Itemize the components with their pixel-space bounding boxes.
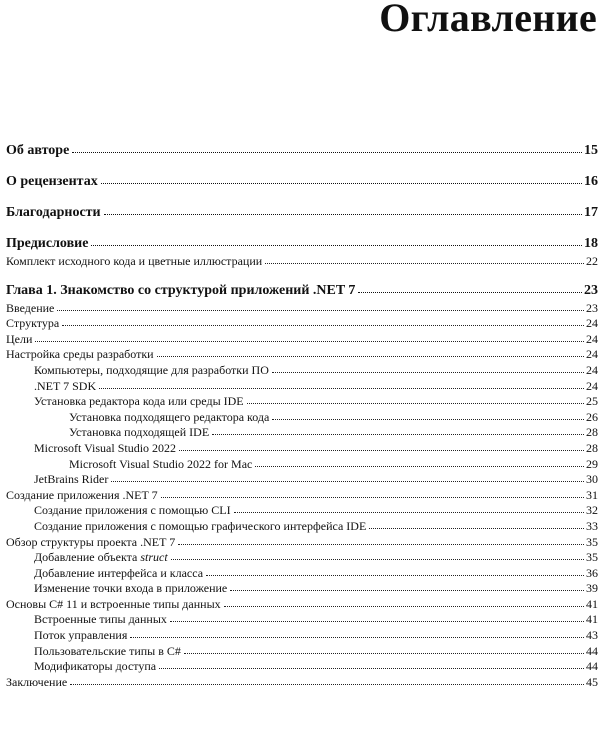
toc-entry-title: Комплект исходного кода и цветные иллюстрации	[6, 254, 263, 268]
toc-entry-title: Введение	[6, 300, 55, 315]
toc-leader-dots	[224, 596, 584, 607]
toc-leader-dots	[104, 204, 582, 215]
toc-page-number: 36	[586, 565, 598, 580]
toc-entry-title: Microsoft Visual Studio 2022 for Mac	[69, 456, 253, 471]
toc-entry-title: Изменение точки входа в приложение	[34, 581, 228, 596]
toc-entry-title: Добавление интерфейса и класса	[34, 565, 204, 580]
toc-entry-title: Создание приложения с помощью графического интерфейса IDE	[34, 518, 367, 533]
toc-page-number: 41	[586, 596, 598, 611]
toc-leader-dots	[206, 565, 584, 576]
toc-entry[interactable]	[6, 441, 598, 457]
toc-entry-title: Microsoft Visual Studio 2022	[34, 440, 177, 455]
toc-entry-title: Компьютеры, подходящие для разработки ПО	[34, 362, 269, 377]
toc-entry[interactable]	[6, 394, 598, 410]
toc-page-number: 30	[586, 472, 598, 487]
toc-leader-dots	[369, 518, 584, 529]
toc-entry-title: JetBrains Rider	[34, 472, 109, 487]
toc-entry[interactable]	[6, 503, 598, 519]
toc-entry[interactable]	[6, 488, 598, 504]
toc-entry-title: .NET 7 SDK	[34, 378, 97, 393]
toc-entry-title-italic: struct	[140, 550, 168, 565]
toc-entry[interactable]	[6, 332, 598, 348]
toc-leader-dots	[101, 173, 582, 184]
toc-entry[interactable]	[6, 316, 598, 332]
toc-page-number: 31	[586, 487, 598, 502]
toc-leader-dots	[272, 409, 584, 420]
toc-leader-dots	[178, 534, 584, 545]
toc-page-number: 17	[584, 205, 598, 220]
toc-entry[interactable]	[6, 236, 598, 254]
toc-page-number: 28	[586, 425, 598, 440]
toc-leader-dots	[99, 378, 584, 389]
toc-entry[interactable]	[6, 425, 598, 441]
toc-page-number: 24	[586, 331, 598, 346]
toc-page-number: 25	[586, 394, 598, 409]
toc-leader-dots	[184, 643, 584, 654]
toc-entry[interactable]	[6, 550, 598, 566]
toc-entry[interactable]	[6, 379, 598, 395]
toc-page-number: 16	[584, 174, 598, 189]
toc-leader-dots	[265, 253, 584, 264]
toc-entry-title: Цели	[6, 331, 33, 346]
toc-entry-title: Поток управления	[34, 628, 128, 643]
toc-page-number: 29	[586, 456, 598, 471]
toc-entry[interactable]	[6, 675, 598, 691]
toc-page-number: 24	[586, 378, 598, 393]
toc-entry[interactable]	[6, 143, 598, 161]
toc-page-number: 41	[586, 612, 598, 627]
toc-leader-dots	[91, 235, 582, 246]
toc-entry[interactable]	[6, 597, 598, 613]
toc-entry-title: Пользовательские типы в C#	[34, 643, 181, 658]
toc-leader-dots	[170, 611, 584, 622]
toc-page-number: 39	[586, 581, 598, 596]
toc-page-number: 32	[586, 503, 598, 518]
toc-entry-title: Установка подходящего редактора кода	[69, 409, 270, 424]
toc-leader-dots	[272, 362, 584, 373]
toc-page-number: 15	[584, 143, 598, 158]
toc-entry-title-prefix: Добавление объекта	[34, 550, 141, 565]
toc-leader-dots	[230, 580, 584, 591]
toc-leader-dots	[171, 549, 584, 560]
toc-entry[interactable]	[6, 535, 598, 551]
toc-leader-dots	[70, 674, 584, 685]
toc-page-number: 33	[586, 518, 598, 533]
toc-page-number: 35	[586, 534, 598, 549]
toc-entry[interactable]	[6, 628, 598, 644]
toc-page-number: 28	[586, 440, 598, 455]
toc-entry[interactable]	[6, 644, 598, 660]
toc-leader-dots	[72, 142, 582, 153]
toc-leader-dots	[358, 282, 582, 293]
toc-entry[interactable]	[6, 457, 598, 473]
toc-leader-dots	[179, 440, 584, 451]
toc-entry[interactable]	[6, 581, 598, 597]
toc-entry[interactable]	[6, 612, 598, 628]
toc-entry-title: Структура	[6, 316, 60, 331]
toc-page-number: 24	[586, 362, 598, 377]
toc-entry-title: Основы C# 11 и встроенные типы данных	[6, 596, 221, 611]
toc-leader-dots	[35, 331, 584, 342]
toc-entry-title: Встроенные типы данных	[34, 612, 167, 627]
toc-entry[interactable]	[6, 174, 598, 192]
toc-entry-title	[34, 550, 170, 565]
toc-page-number: 24	[586, 347, 598, 362]
toc-entry-title: Создание приложения .NET 7	[6, 487, 158, 502]
toc-leader-dots	[159, 658, 584, 669]
toc-entry-title: Глава 1. Знакомство со структурой приложений .NET 7	[6, 282, 356, 298]
toc-page-number: 45	[586, 674, 598, 689]
toc-entry[interactable]	[6, 410, 598, 426]
toc-entry[interactable]	[6, 254, 598, 270]
toc-entry-title: Модификаторы доступа	[34, 659, 157, 674]
toc-leader-dots	[157, 346, 584, 357]
toc-page-number: 35	[586, 550, 598, 565]
toc-leader-dots	[255, 456, 584, 467]
toc-page-number: 43	[586, 628, 598, 643]
toc-page-number: 23	[584, 282, 598, 298]
toc-entry-title: Создание приложения с помощью CLI	[34, 503, 231, 518]
toc-page-number: 18	[584, 236, 598, 251]
toc-entry[interactable]	[6, 363, 598, 379]
toc-page-number: 26	[586, 409, 598, 424]
toc-leader-dots	[57, 300, 584, 311]
toc-entry-title: Установка подходящей IDE	[69, 425, 210, 440]
toc-leader-dots	[247, 393, 584, 404]
toc-entry[interactable]	[6, 347, 598, 363]
toc-entry-title: О рецензентах	[6, 174, 98, 189]
toc-page-number: 44	[586, 643, 598, 658]
toc-page-number: 24	[586, 316, 598, 331]
toc-entry-title: Благодарности	[6, 205, 101, 220]
toc-page-number: 23	[586, 300, 598, 315]
toc-leader-dots	[161, 487, 584, 498]
toc-leader-dots	[234, 502, 584, 513]
toc-entry-title: Заключение	[6, 674, 68, 689]
toc-entry[interactable]	[6, 519, 598, 535]
toc-leader-dots	[130, 627, 584, 638]
toc-entry[interactable]	[6, 301, 598, 317]
toc-entry-title: Об авторе	[6, 143, 70, 158]
toc-entry-title: Предисловие	[6, 236, 89, 251]
toc-leader-dots	[62, 315, 584, 326]
toc-entry-title: Установка редактора кода или среды IDE	[34, 394, 244, 409]
toc-leader-dots	[212, 424, 584, 435]
toc-entry-title: Обзор структуры проекта .NET 7	[6, 534, 176, 549]
toc-entry[interactable]	[6, 472, 598, 488]
table-of-contents	[6, 143, 598, 690]
toc-entry[interactable]	[6, 659, 598, 675]
toc-leader-dots	[111, 471, 584, 482]
toc-page-number: 44	[586, 659, 598, 674]
toc-entry-title: Настройка среды разработки	[6, 347, 154, 362]
toc-entry[interactable]	[6, 205, 598, 223]
toc-entry[interactable]	[6, 283, 598, 301]
toc-page-number: 22	[586, 254, 598, 268]
page-title: Оглавление	[379, 0, 597, 40]
toc-entry[interactable]	[6, 566, 598, 582]
